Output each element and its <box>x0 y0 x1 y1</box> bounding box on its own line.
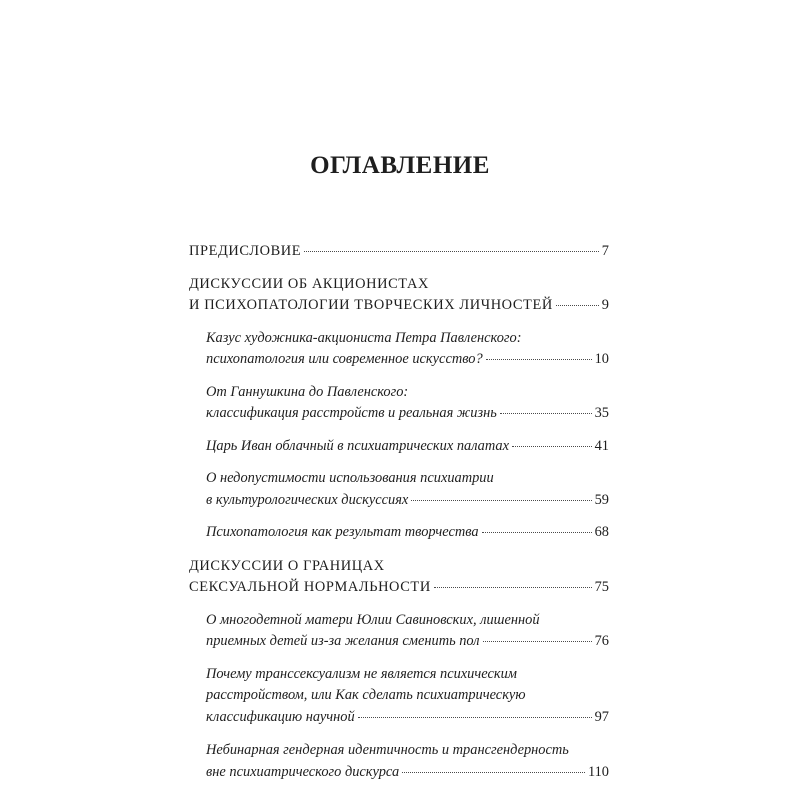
toc-article-entry <box>206 740 609 783</box>
dot-leader <box>483 640 592 642</box>
entry-last-line <box>206 349 609 371</box>
toc-section-entry <box>189 241 609 263</box>
page-number: 59 <box>594 491 609 508</box>
dot-leader <box>434 586 592 588</box>
entry-title-line: Царь Иван облачный в психиатрических палатах <box>206 437 510 454</box>
page-number: 75 <box>594 579 609 595</box>
dot-leader <box>486 358 592 360</box>
page-number: 97 <box>594 708 609 725</box>
dot-leader <box>411 499 591 501</box>
toc-section-entry <box>189 274 609 317</box>
entry-last-line <box>206 403 609 425</box>
entry-title-line: ДИСКУССИИ О ГРАНИЦАХ <box>189 557 385 574</box>
entry-title-line: Небинарная гендерная идентичность и трансгендерность <box>206 742 569 758</box>
entry-title-line: психопатология или современное искусство? <box>206 351 483 367</box>
entry-title-line: ДИСКУССИИ ОБ АКЦИОНИСТАХ <box>189 275 429 292</box>
entry-title-line: расстройством, или Как сделать психиатрическую <box>206 687 526 703</box>
entry-last-line <box>206 522 609 544</box>
toc-article-entry <box>206 664 609 729</box>
dot-leader <box>512 445 592 447</box>
entry-title-line: О многодетной матери Юлии Савиновских, лишенной <box>206 611 540 628</box>
page-number: 110 <box>587 763 609 780</box>
entry-last-line <box>206 707 609 729</box>
page-number: 7 <box>601 243 609 259</box>
entry-title-line: От Ганнушкина до Павленского: <box>206 383 409 400</box>
entry-title-line: Почему транссексуализм не является психическим <box>206 665 517 682</box>
dot-leader <box>304 250 599 252</box>
entry-title-line: Казус художника-акциониста Петра Павленского: <box>206 329 522 346</box>
dot-leader <box>358 716 592 718</box>
entry-title-line: приемных детей из-за желания сменить пол <box>206 633 480 649</box>
entry-last-line <box>206 762 609 784</box>
entry-last-line <box>189 295 609 317</box>
page-number: 9 <box>601 297 609 313</box>
entry-last-line <box>206 631 609 653</box>
entry-last-line <box>189 577 609 599</box>
entry-title-line: вне психиатрического дискурса <box>206 763 400 780</box>
entry-last-line <box>206 490 609 512</box>
toc-section-entry <box>189 556 609 599</box>
dot-leader <box>482 531 592 533</box>
toc-article-entry <box>206 328 609 371</box>
page-number: 10 <box>594 351 609 367</box>
page-title: ОГЛАВЛЕНИЕ <box>310 152 490 179</box>
dot-leader <box>500 412 592 414</box>
entry-title-line: в культурологических дискуссиях <box>206 491 409 508</box>
toc-article-entry <box>206 522 609 544</box>
table-of-contents <box>189 241 609 783</box>
entry-title-line: Психопатология как результат творчества <box>206 524 479 540</box>
page-number: 76 <box>594 633 609 649</box>
entry-title-line: СЕКСУАЛЬНОЙ НОРМАЛЬНОСТИ <box>189 579 431 595</box>
entry-title-line: ПРЕДИСЛОВИЕ <box>189 243 302 259</box>
dot-leader <box>556 304 599 306</box>
entry-title-line: классификацию научной <box>206 708 355 725</box>
toc-article-entry <box>206 468 609 511</box>
page-number: 68 <box>594 524 609 540</box>
toc-article-entry <box>206 436 609 458</box>
entry-title-line: И ПСИХОПАТОЛОГИИ ТВОРЧЕСКИХ ЛИЧНОСТЕЙ <box>189 297 553 313</box>
page-number: 35 <box>594 405 609 421</box>
entry-title-line: О недопустимости использования психиатрии <box>206 470 494 486</box>
entry-title-line: классификация расстройств и реальная жизнь <box>206 405 497 421</box>
entry-last-line <box>189 241 609 263</box>
page-number: 41 <box>594 437 609 454</box>
dot-leader <box>402 771 585 773</box>
entry-last-line <box>206 436 609 458</box>
toc-article-entry <box>206 382 609 425</box>
toc-article-entry <box>206 610 609 653</box>
